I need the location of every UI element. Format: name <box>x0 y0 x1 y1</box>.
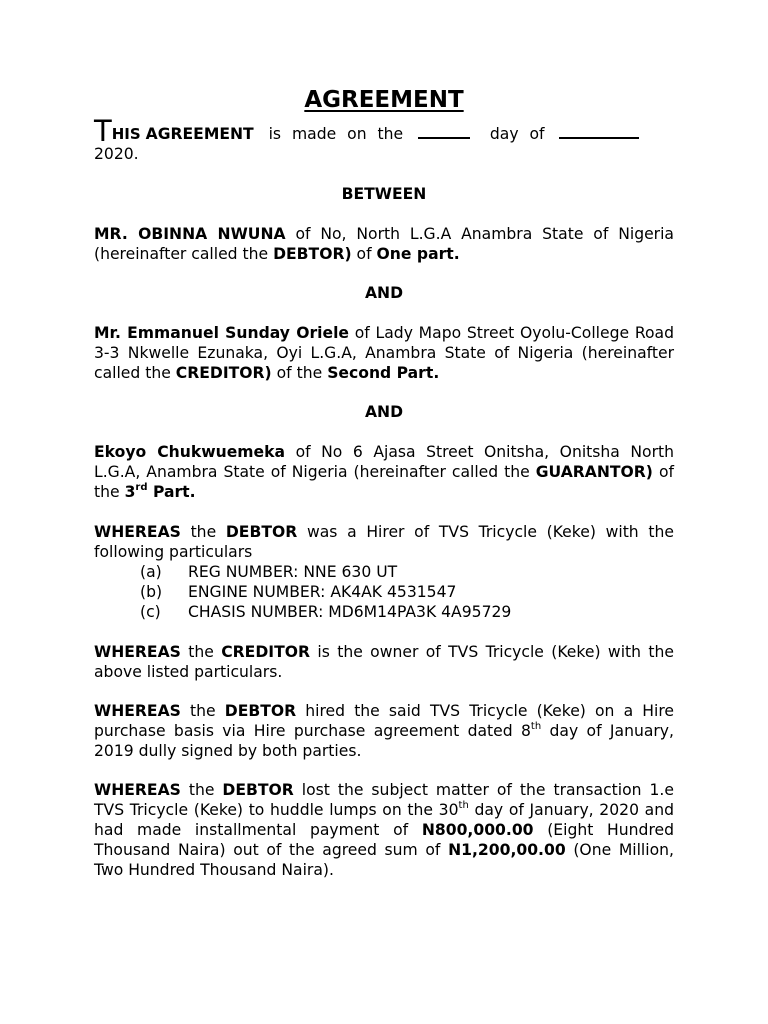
opening-year: 2020. <box>94 145 139 163</box>
whereas-2-subject: CREDITOR <box>221 643 310 661</box>
particular-text: REG NUMBER: NNE 630 UT <box>188 563 398 581</box>
whereas-3-paragraph <box>94 701 674 761</box>
whereas-4-text-1: the <box>180 781 223 799</box>
list-item <box>94 602 674 622</box>
opening-smallcaps: HIS <box>111 125 141 143</box>
particular-label: (a) <box>140 563 162 581</box>
guarantor-part-num: 3 <box>124 483 136 501</box>
and-heading-1: AND <box>364 284 404 302</box>
guarantor-party-paragraph <box>94 442 674 502</box>
whereas-4-sup: th <box>458 800 469 811</box>
opening-text-2: day of <box>489 125 545 143</box>
agreement-title: AGREEMENT <box>304 87 464 113</box>
guarantor-part-sup: rd <box>135 482 148 493</box>
whereas-3-text-1: the <box>180 702 225 720</box>
whereas-keyword: WHEREAS <box>94 702 181 720</box>
drop-letter: T <box>94 114 112 148</box>
whereas-4-text-3: day of January, 2020 and had made installmental payment of <box>94 801 675 839</box>
creditor-text-1: of Lady Mapo Street Oyolu-College Road 3-3 Nkwelle Ezunaka, Oyi L.G.A, Anambra State of Nigeria (hereinafter called the <box>94 324 674 382</box>
whereas-4-text-2: lost the subject matter of the transaction 1.e TVS Tricycle (Keke) to huddle lumps on the 30 <box>94 781 674 819</box>
whereas-3-text-2: hired the said TVS Tricycle (Keke) on a Hire purchase basis via Hire purchase agreement dated 8 <box>94 702 674 740</box>
guarantor-part <box>125 483 196 501</box>
guarantor-role: GUARANTOR) <box>535 463 653 481</box>
day-blank <box>418 123 470 139</box>
whereas-3-sup: th <box>530 721 542 732</box>
particulars-list <box>94 562 674 622</box>
whereas-2-text-2: is the owner of TVS Tricycle (Keke) with the above listed particulars. <box>94 643 674 681</box>
whereas-1-paragraph <box>94 522 674 562</box>
opening-paragraph <box>94 114 674 164</box>
guarantor-text-1: of No 6 Ajasa Street Onitsha, Onitsha North L.G.A, Anambra State of Nigeria (hereinafter called the <box>94 443 674 481</box>
opening-bold-word: AGREEMENT <box>145 125 254 143</box>
particular-label: (b) <box>140 583 163 601</box>
whereas-1-subject: DEBTOR <box>225 523 298 541</box>
whereas-4-subject: DEBTOR <box>222 781 294 799</box>
and-heading-2: AND <box>364 403 404 421</box>
guarantor-name: Ekoyo Chukwuemeka <box>94 443 286 461</box>
whereas-1-text-1: the <box>180 523 226 541</box>
particular-label: (c) <box>140 603 161 621</box>
between-heading: BETWEEN <box>341 185 427 203</box>
creditor-role: CREDITOR) <box>175 364 272 382</box>
particular-text: CHASIS NUMBER: MD6M14PA3K 4A95729 <box>188 603 512 621</box>
whereas-3-subject: DEBTOR <box>224 702 297 720</box>
whereas-4-paragraph <box>94 780 674 880</box>
whereas-1-text-2: was a Hirer of TVS Tricycle (Keke) with the following particulars <box>94 523 674 561</box>
creditor-name: Mr. Emmanuel Sunday Oriele <box>94 324 349 342</box>
whereas-3-text-3: day of January, 2019 dully signed by both parties. <box>94 722 674 760</box>
whereas-keyword: WHEREAS <box>94 643 181 661</box>
debtor-name: MR. OBINNA NWUNA <box>94 225 286 243</box>
whereas-4-amount-2: N1,200,00.00 <box>448 841 566 859</box>
creditor-party-paragraph <box>94 323 674 383</box>
debtor-party-paragraph <box>94 224 674 264</box>
whereas-2-paragraph <box>94 642 674 682</box>
creditor-text-2: of the <box>271 364 328 382</box>
guarantor-text-2: of the <box>94 463 674 501</box>
debtor-role: DEBTOR) <box>273 245 352 263</box>
list-item <box>94 562 674 582</box>
whereas-4-text-5: (One Million, Two Hundred Thousand Naira). <box>94 841 674 879</box>
list-item <box>94 582 674 602</box>
guarantor-part-word: Part. <box>147 483 196 501</box>
debtor-text-2: of <box>351 245 377 263</box>
whereas-keyword: WHEREAS <box>94 523 181 541</box>
creditor-part: Second Part. <box>327 364 440 382</box>
debtor-part: One part. <box>376 245 460 263</box>
whereas-4-amount-1: N800,000.00 <box>421 821 534 839</box>
debtor-text-1: of No, North L.G.A Anambra State of Nigeria (hereinafter called the <box>94 225 674 263</box>
whereas-keyword: WHEREAS <box>94 781 181 799</box>
whereas-2-text-1: the <box>180 643 222 661</box>
particular-text: ENGINE NUMBER: AK4AK 4531547 <box>188 583 457 601</box>
month-blank <box>559 123 639 139</box>
whereas-4-text-4: (Eight Hundred Thousand Naira) out of the agreed sum of <box>94 821 675 859</box>
opening-text-1: is made on the <box>268 125 404 143</box>
